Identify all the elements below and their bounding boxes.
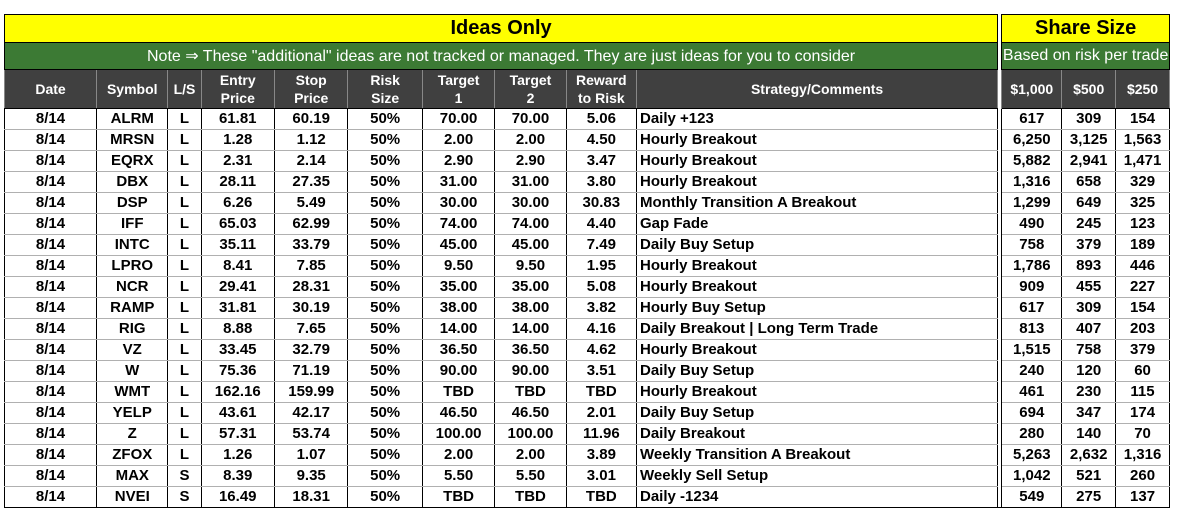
table-row (5, 214, 1170, 235)
cell-size-1000: 1,515 (1002, 340, 1062, 361)
cell-stop: 33.79 (274, 235, 347, 256)
cell-stop: 28.31 (274, 277, 347, 298)
cell-target2: 30.00 (495, 193, 566, 214)
cell-ls: L (168, 361, 201, 382)
cell-size-1000: 758 (1002, 235, 1062, 256)
table-row (5, 298, 1170, 319)
col-strategy: Strategy/Comments (637, 70, 998, 109)
cell-date: 8/14 (5, 130, 97, 151)
cell-size-500: 275 (1062, 487, 1116, 508)
cell-entry: 8.39 (201, 466, 274, 487)
table-row (5, 340, 1170, 361)
cell-date: 8/14 (5, 361, 97, 382)
cell-strategy: Daily Buy Setup (637, 235, 998, 256)
cell-size-500: 521 (1062, 466, 1116, 487)
cell-target2: 45.00 (495, 235, 566, 256)
cell-reward-risk: 2.01 (566, 403, 636, 424)
table-row (5, 130, 1170, 151)
col-target2: Target 2 (495, 70, 566, 109)
cell-size-500: 347 (1062, 403, 1116, 424)
cell-strategy: Hourly Breakout (637, 172, 998, 193)
cell-size-250: 115 (1116, 382, 1170, 403)
cell-stop: 7.65 (274, 319, 347, 340)
cell-target1: 90.00 (422, 361, 494, 382)
cell-date: 8/14 (5, 214, 97, 235)
cell-ls: L (168, 319, 201, 340)
cell-entry: 65.03 (201, 214, 274, 235)
cell-target1: 74.00 (422, 214, 494, 235)
table-row (5, 487, 1170, 508)
cell-size-1000: 490 (1002, 214, 1062, 235)
share-size-title: Share Size (1002, 15, 1170, 43)
cell-target2: 38.00 (495, 298, 566, 319)
note-row (5, 43, 1170, 70)
cell-stop: 71.19 (274, 361, 347, 382)
ideas-only-title: Ideas Only (5, 15, 998, 43)
cell-ls: L (168, 130, 201, 151)
cell-size-250: 137 (1116, 487, 1170, 508)
cell-ls: L (168, 382, 201, 403)
cell-size-500: 649 (1062, 193, 1116, 214)
cell-target1: 38.00 (422, 298, 494, 319)
cell-size-1000: 6,250 (1002, 130, 1062, 151)
header-row (5, 70, 1170, 109)
cell-target1: 46.50 (422, 403, 494, 424)
cell-risk: 50% (348, 403, 422, 424)
cell-reward-risk: 30.83 (566, 193, 636, 214)
cell-symbol: MRSN (97, 130, 168, 151)
cell-size-250: 154 (1116, 109, 1170, 130)
cell-date: 8/14 (5, 466, 97, 487)
cell-entry: 29.41 (201, 277, 274, 298)
cell-risk: 50% (348, 424, 422, 445)
cell-reward-risk: 3.80 (566, 172, 636, 193)
cell-size-250: 174 (1116, 403, 1170, 424)
cell-risk: 50% (348, 466, 422, 487)
cell-strategy: Hourly Breakout (637, 256, 998, 277)
cell-size-500: 379 (1062, 235, 1116, 256)
cell-size-500: 2,941 (1062, 151, 1116, 172)
cell-target2: TBD (495, 487, 566, 508)
cell-risk: 50% (348, 340, 422, 361)
cell-size-1000: 461 (1002, 382, 1062, 403)
cell-size-500: 120 (1062, 361, 1116, 382)
cell-date: 8/14 (5, 151, 97, 172)
cell-size-250: 70 (1116, 424, 1170, 445)
cell-size-250: 329 (1116, 172, 1170, 193)
cell-risk: 50% (348, 130, 422, 151)
table-row (5, 319, 1170, 340)
cell-ls: S (168, 466, 201, 487)
cell-size-500: 2,632 (1062, 445, 1116, 466)
cell-symbol: VZ (97, 340, 168, 361)
cell-strategy: Daily +123 (637, 109, 998, 130)
cell-symbol: ALRM (97, 109, 168, 130)
table-row (5, 277, 1170, 298)
cell-target2: 36.50 (495, 340, 566, 361)
cell-target2: 2.00 (495, 130, 566, 151)
cell-ls: L (168, 235, 201, 256)
cell-risk: 50% (348, 256, 422, 277)
table-row (5, 109, 1170, 130)
cell-size-1000: 5,263 (1002, 445, 1062, 466)
cell-size-250: 1,563 (1116, 130, 1170, 151)
cell-strategy: Daily Buy Setup (637, 361, 998, 382)
cell-entry: 1.28 (201, 130, 274, 151)
cell-symbol: YELP (97, 403, 168, 424)
cell-target2: 2.00 (495, 445, 566, 466)
ideas-table (4, 14, 1170, 508)
cell-strategy: Daily -1234 (637, 487, 998, 508)
cell-symbol: MAX (97, 466, 168, 487)
cell-date: 8/14 (5, 403, 97, 424)
col-size-1000: $1,000 (1002, 70, 1062, 109)
cell-target1: TBD (422, 382, 494, 403)
cell-target2: 70.00 (495, 109, 566, 130)
cell-target2: 100.00 (495, 424, 566, 445)
cell-target1: 9.50 (422, 256, 494, 277)
cell-risk: 50% (348, 277, 422, 298)
cell-stop: 1.07 (274, 445, 347, 466)
cell-risk: 50% (348, 193, 422, 214)
cell-target2: 31.00 (495, 172, 566, 193)
cell-size-1000: 909 (1002, 277, 1062, 298)
cell-target1: TBD (422, 487, 494, 508)
cell-date: 8/14 (5, 340, 97, 361)
cell-risk: 50% (348, 298, 422, 319)
cell-entry: 2.31 (201, 151, 274, 172)
table-row (5, 151, 1170, 172)
cell-strategy: Daily Breakout (637, 424, 998, 445)
cell-entry: 75.36 (201, 361, 274, 382)
cell-entry: 57.31 (201, 424, 274, 445)
cell-strategy: Daily Buy Setup (637, 403, 998, 424)
cell-entry: 61.81 (201, 109, 274, 130)
cell-size-250: 446 (1116, 256, 1170, 277)
cell-stop: 1.12 (274, 130, 347, 151)
cell-size-250: 325 (1116, 193, 1170, 214)
cell-size-250: 1,316 (1116, 445, 1170, 466)
cell-size-500: 3,125 (1062, 130, 1116, 151)
cell-size-250: 379 (1116, 340, 1170, 361)
cell-risk: 50% (348, 172, 422, 193)
cell-reward-risk: 4.62 (566, 340, 636, 361)
cell-symbol: INTC (97, 235, 168, 256)
cell-stop: 7.85 (274, 256, 347, 277)
cell-risk: 50% (348, 361, 422, 382)
cell-ls: L (168, 445, 201, 466)
table-row (5, 466, 1170, 487)
cell-size-250: 154 (1116, 298, 1170, 319)
cell-date: 8/14 (5, 193, 97, 214)
cell-entry: 31.81 (201, 298, 274, 319)
cell-target1: 35.00 (422, 277, 494, 298)
cell-size-1000: 1,786 (1002, 256, 1062, 277)
cell-strategy: Hourly Buy Setup (637, 298, 998, 319)
cell-stop: 18.31 (274, 487, 347, 508)
cell-target1: 14.00 (422, 319, 494, 340)
cell-strategy: Gap Fade (637, 214, 998, 235)
cell-target1: 100.00 (422, 424, 494, 445)
cell-size-500: 245 (1062, 214, 1116, 235)
cell-target2: 46.50 (495, 403, 566, 424)
cell-size-500: 658 (1062, 172, 1116, 193)
cell-symbol: WMT (97, 382, 168, 403)
table-row (5, 256, 1170, 277)
cell-stop: 62.99 (274, 214, 347, 235)
cell-entry: 8.88 (201, 319, 274, 340)
cell-stop: 53.74 (274, 424, 347, 445)
cell-ls: L (168, 298, 201, 319)
cell-target2: TBD (495, 382, 566, 403)
cell-size-1000: 694 (1002, 403, 1062, 424)
cell-reward-risk: 3.01 (566, 466, 636, 487)
cell-strategy: Hourly Breakout (637, 340, 998, 361)
cell-target1: 5.50 (422, 466, 494, 487)
cell-reward-risk: 1.95 (566, 256, 636, 277)
cell-entry: 35.11 (201, 235, 274, 256)
cell-symbol: IFF (97, 214, 168, 235)
cell-entry: 43.61 (201, 403, 274, 424)
cell-ls: L (168, 256, 201, 277)
cell-size-250: 60 (1116, 361, 1170, 382)
cell-strategy: Weekly Sell Setup (637, 466, 998, 487)
cell-symbol: NCR (97, 277, 168, 298)
cell-target1: 70.00 (422, 109, 494, 130)
cell-size-250: 1,471 (1116, 151, 1170, 172)
cell-size-250: 260 (1116, 466, 1170, 487)
cell-reward-risk: 4.40 (566, 214, 636, 235)
cell-symbol: DSP (97, 193, 168, 214)
cell-target1: 2.90 (422, 151, 494, 172)
col-ls: L/S (168, 70, 201, 109)
cell-symbol: NVEI (97, 487, 168, 508)
cell-stop: 32.79 (274, 340, 347, 361)
cell-stop: 30.19 (274, 298, 347, 319)
cell-ls: L (168, 403, 201, 424)
cell-size-1000: 617 (1002, 109, 1062, 130)
ideas-sheet (4, 14, 1170, 508)
cell-size-500: 455 (1062, 277, 1116, 298)
cell-reward-risk: 7.49 (566, 235, 636, 256)
cell-reward-risk: 4.16 (566, 319, 636, 340)
cell-date: 8/14 (5, 235, 97, 256)
cell-reward-risk: 4.50 (566, 130, 636, 151)
cell-target1: 31.00 (422, 172, 494, 193)
cell-stop: 9.35 (274, 466, 347, 487)
cell-size-250: 123 (1116, 214, 1170, 235)
cell-target2: 90.00 (495, 361, 566, 382)
cell-reward-risk: 3.47 (566, 151, 636, 172)
cell-strategy: Weekly Transition A Breakout (637, 445, 998, 466)
cell-reward-risk: 3.51 (566, 361, 636, 382)
cell-stop: 5.49 (274, 193, 347, 214)
cell-reward-risk: 5.06 (566, 109, 636, 130)
cell-size-1000: 1,042 (1002, 466, 1062, 487)
cell-symbol: DBX (97, 172, 168, 193)
cell-size-500: 230 (1062, 382, 1116, 403)
cell-symbol: LPRO (97, 256, 168, 277)
cell-symbol: ZFOX (97, 445, 168, 466)
cell-target2: 9.50 (495, 256, 566, 277)
cell-strategy: Hourly Breakout (637, 277, 998, 298)
cell-target1: 45.00 (422, 235, 494, 256)
title-row (5, 15, 1170, 43)
cell-risk: 50% (348, 109, 422, 130)
cell-date: 8/14 (5, 172, 97, 193)
cell-target1: 2.00 (422, 130, 494, 151)
cell-size-1000: 549 (1002, 487, 1062, 508)
cell-strategy: Daily Breakout | Long Term Trade (637, 319, 998, 340)
col-entry: Entry Price (201, 70, 274, 109)
cell-size-1000: 813 (1002, 319, 1062, 340)
table-row (5, 445, 1170, 466)
cell-target2: 14.00 (495, 319, 566, 340)
cell-ls: S (168, 487, 201, 508)
cell-size-1000: 280 (1002, 424, 1062, 445)
table-row (5, 424, 1170, 445)
cell-date: 8/14 (5, 298, 97, 319)
cell-size-1000: 240 (1002, 361, 1062, 382)
cell-symbol: RIG (97, 319, 168, 340)
cell-date: 8/14 (5, 445, 97, 466)
cell-target2: 35.00 (495, 277, 566, 298)
cell-ls: L (168, 214, 201, 235)
cell-stop: 60.19 (274, 109, 347, 130)
risk-note: Based on risk per trade (1002, 43, 1170, 70)
cell-size-500: 893 (1062, 256, 1116, 277)
table-body (5, 109, 1170, 508)
cell-date: 8/14 (5, 487, 97, 508)
cell-reward-risk: 3.89 (566, 445, 636, 466)
cell-size-250: 203 (1116, 319, 1170, 340)
cell-risk: 50% (348, 487, 422, 508)
cell-ls: L (168, 277, 201, 298)
cell-target1: 30.00 (422, 193, 494, 214)
cell-symbol: RAMP (97, 298, 168, 319)
cell-size-1000: 1,316 (1002, 172, 1062, 193)
cell-risk: 50% (348, 445, 422, 466)
cell-date: 8/14 (5, 256, 97, 277)
cell-entry: 6.26 (201, 193, 274, 214)
cell-size-1000: 617 (1002, 298, 1062, 319)
cell-target2: 74.00 (495, 214, 566, 235)
note-text: Note ⇒ These "additional" ideas are not tracked or managed. They are just ideas for you to consider (5, 43, 998, 70)
cell-size-500: 407 (1062, 319, 1116, 340)
cell-target1: 36.50 (422, 340, 494, 361)
cell-reward-risk: TBD (566, 382, 636, 403)
table-row (5, 403, 1170, 424)
cell-entry: 28.11 (201, 172, 274, 193)
cell-target2: 2.90 (495, 151, 566, 172)
cell-size-500: 309 (1062, 298, 1116, 319)
cell-reward-risk: TBD (566, 487, 636, 508)
cell-reward-risk: 5.08 (566, 277, 636, 298)
cell-symbol: EQRX (97, 151, 168, 172)
cell-ls: L (168, 109, 201, 130)
cell-risk: 50% (348, 235, 422, 256)
cell-symbol: W (97, 361, 168, 382)
cell-entry: 16.49 (201, 487, 274, 508)
table-row (5, 361, 1170, 382)
cell-stop: 42.17 (274, 403, 347, 424)
cell-size-500: 140 (1062, 424, 1116, 445)
cell-stop: 27.35 (274, 172, 347, 193)
cell-entry: 162.16 (201, 382, 274, 403)
cell-target2: 5.50 (495, 466, 566, 487)
col-reward-risk: Reward to Risk (566, 70, 636, 109)
col-stop: Stop Price (274, 70, 347, 109)
col-size-250: $250 (1116, 70, 1170, 109)
cell-reward-risk: 3.82 (566, 298, 636, 319)
cell-ls: L (168, 340, 201, 361)
cell-stop: 2.14 (274, 151, 347, 172)
cell-risk: 50% (348, 151, 422, 172)
cell-date: 8/14 (5, 109, 97, 130)
cell-risk: 50% (348, 382, 422, 403)
cell-entry: 33.45 (201, 340, 274, 361)
cell-strategy: Hourly Breakout (637, 382, 998, 403)
cell-symbol: Z (97, 424, 168, 445)
cell-strategy: Hourly Breakout (637, 151, 998, 172)
cell-size-1000: 1,299 (1002, 193, 1062, 214)
table-row (5, 382, 1170, 403)
cell-ls: L (168, 172, 201, 193)
cell-strategy: Hourly Breakout (637, 130, 998, 151)
cell-stop: 159.99 (274, 382, 347, 403)
cell-date: 8/14 (5, 319, 97, 340)
cell-risk: 50% (348, 319, 422, 340)
cell-target1: 2.00 (422, 445, 494, 466)
col-risk: Risk Size (348, 70, 422, 109)
table-row (5, 172, 1170, 193)
cell-risk: 50% (348, 214, 422, 235)
cell-size-500: 758 (1062, 340, 1116, 361)
cell-size-250: 227 (1116, 277, 1170, 298)
cell-reward-risk: 11.96 (566, 424, 636, 445)
cell-entry: 1.26 (201, 445, 274, 466)
cell-date: 8/14 (5, 277, 97, 298)
cell-entry: 8.41 (201, 256, 274, 277)
col-target1: Target 1 (422, 70, 494, 109)
cell-strategy: Monthly Transition A Breakout (637, 193, 998, 214)
cell-ls: L (168, 193, 201, 214)
table-row (5, 193, 1170, 214)
col-symbol: Symbol (97, 70, 168, 109)
table-row (5, 235, 1170, 256)
cell-size-1000: 5,882 (1002, 151, 1062, 172)
col-date: Date (5, 70, 97, 109)
cell-date: 8/14 (5, 424, 97, 445)
cell-size-250: 189 (1116, 235, 1170, 256)
cell-ls: L (168, 151, 201, 172)
cell-size-500: 309 (1062, 109, 1116, 130)
cell-ls: L (168, 424, 201, 445)
col-size-500: $500 (1062, 70, 1116, 109)
cell-date: 8/14 (5, 382, 97, 403)
